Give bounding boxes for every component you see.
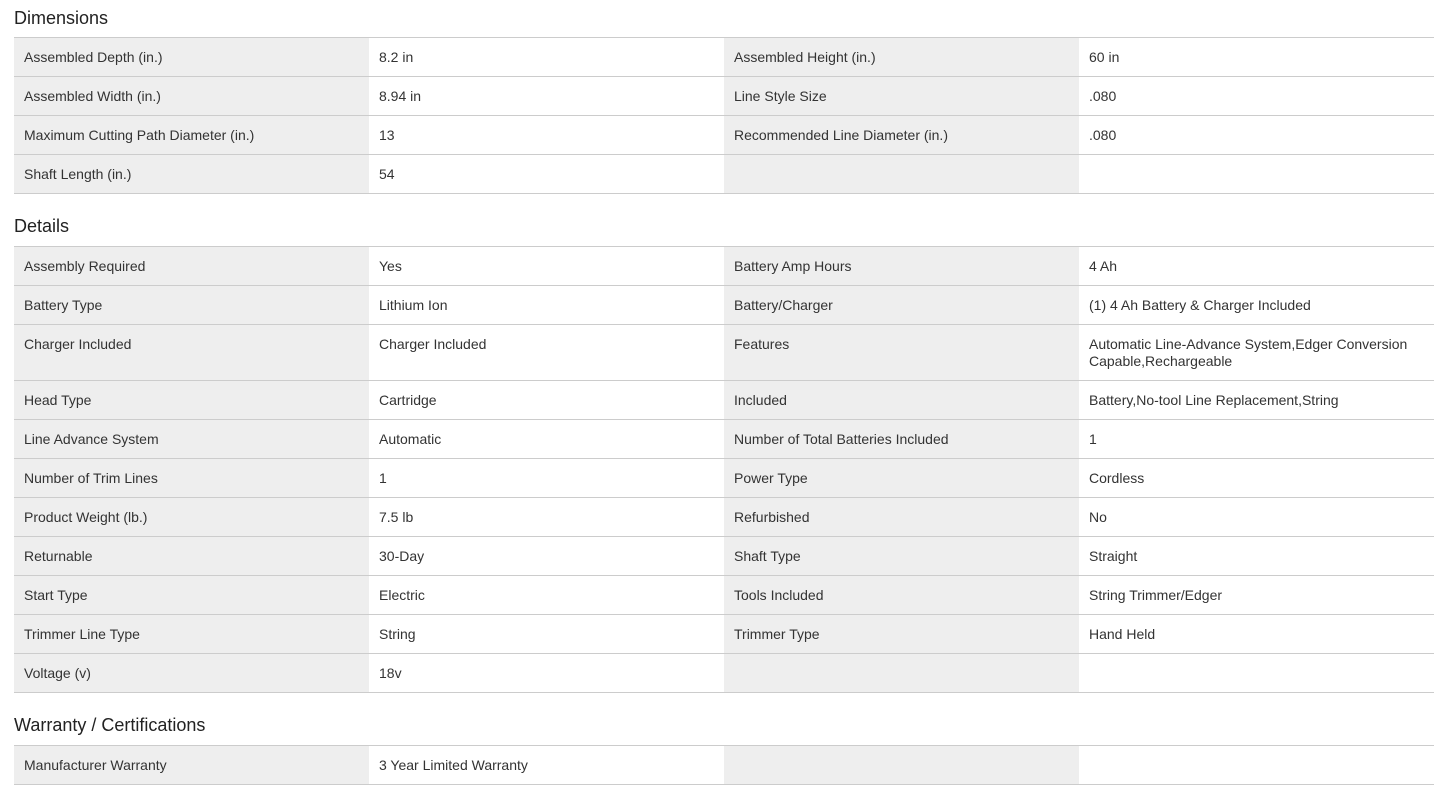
spec-value: Automatic	[369, 420, 724, 459]
spec-label: Returnable	[14, 537, 369, 576]
spec-label: Charger Included	[14, 325, 369, 381]
spec-value: .080	[1079, 77, 1434, 116]
spec-value: Charger Included	[369, 325, 724, 381]
spec-value: String	[369, 615, 724, 654]
spec-value: Lithium Ion	[369, 286, 724, 325]
spec-label: Line Advance System	[14, 420, 369, 459]
spec-label: Line Style Size	[724, 77, 1079, 116]
spec-label	[724, 155, 1079, 194]
table-row	[14, 286, 1434, 325]
spec-label: Included	[724, 381, 1079, 420]
spec-value: No	[1079, 498, 1434, 537]
spec-value	[1079, 746, 1434, 785]
spec-label: Tools Included	[724, 576, 1079, 615]
spec-label: Assembly Required	[14, 247, 369, 286]
spec-label: Battery/Charger	[724, 286, 1079, 325]
spec-value: 30-Day	[369, 537, 724, 576]
table-row	[14, 247, 1434, 286]
spec-label: Number of Total Batteries Included	[724, 420, 1079, 459]
table-row	[14, 420, 1434, 459]
spec-label: Features	[724, 325, 1079, 381]
spec-value: Cartridge	[369, 381, 724, 420]
table-row	[14, 576, 1434, 615]
spec-label	[724, 746, 1079, 785]
spec-label: Refurbished	[724, 498, 1079, 537]
spec-value: 7.5 lb	[369, 498, 724, 537]
spec-label: Voltage (v)	[14, 654, 369, 693]
spec-label: Shaft Type	[724, 537, 1079, 576]
spec-label	[724, 654, 1079, 693]
table-row	[14, 77, 1434, 116]
spec-label: Trimmer Type	[724, 615, 1079, 654]
spec-value: Straight	[1079, 537, 1434, 576]
section-title-details: Details	[14, 194, 1434, 247]
spec-label: Maximum Cutting Path Diameter (in.)	[14, 116, 369, 155]
spec-value: 8.2 in	[369, 38, 724, 77]
spec-value: Electric	[369, 576, 724, 615]
spec-value: 13	[369, 116, 724, 155]
spec-value: (1) 4 Ah Battery & Charger Included	[1079, 286, 1434, 325]
section-title-warranty: Warranty / Certifications	[14, 693, 1434, 746]
spec-value	[1079, 654, 1434, 693]
table-row	[14, 746, 1434, 785]
spec-value: Automatic Line-Advance System,Edger Conversion Capable,Rechargeable	[1079, 325, 1434, 381]
spec-label: Product Weight (lb.)	[14, 498, 369, 537]
spec-value: 54	[369, 155, 724, 194]
spec-value: Cordless	[1079, 459, 1434, 498]
spec-label: Manufacturer Warranty	[14, 746, 369, 785]
section-title-dimensions: Dimensions	[14, 0, 1434, 38]
spec-label: Number of Trim Lines	[14, 459, 369, 498]
table-row	[14, 381, 1434, 420]
spec-label: Head Type	[14, 381, 369, 420]
table-row	[14, 537, 1434, 576]
spec-value: 1	[1079, 420, 1434, 459]
spec-value: 3 Year Limited Warranty	[369, 746, 724, 785]
spec-value: 1	[369, 459, 724, 498]
spec-value: 4 Ah	[1079, 247, 1434, 286]
spec-label: Assembled Height (in.)	[724, 38, 1079, 77]
table-row	[14, 498, 1434, 537]
table-row	[14, 325, 1434, 381]
spec-value: Hand Held	[1079, 615, 1434, 654]
spec-value: Yes	[369, 247, 724, 286]
table-row	[14, 116, 1434, 155]
spec-label: Power Type	[724, 459, 1079, 498]
spec-value: 18v	[369, 654, 724, 693]
spec-value: Battery,No-tool Line Replacement,String	[1079, 381, 1434, 420]
spec-label: Start Type	[14, 576, 369, 615]
spec-label: Recommended Line Diameter (in.)	[724, 116, 1079, 155]
spec-value: 60 in	[1079, 38, 1434, 77]
table-row	[14, 38, 1434, 77]
table-row	[14, 459, 1434, 498]
spec-label: Assembled Depth (in.)	[14, 38, 369, 77]
warranty-table	[14, 746, 1434, 785]
spec-value: .080	[1079, 116, 1434, 155]
dimensions-table	[14, 38, 1434, 194]
table-row	[14, 654, 1434, 693]
spec-label: Battery Type	[14, 286, 369, 325]
spec-label: Assembled Width (in.)	[14, 77, 369, 116]
spec-value	[1079, 155, 1434, 194]
spec-value: String Trimmer/Edger	[1079, 576, 1434, 615]
table-row	[14, 615, 1434, 654]
spec-label: Battery Amp Hours	[724, 247, 1079, 286]
spec-value: 8.94 in	[369, 77, 724, 116]
spec-label: Trimmer Line Type	[14, 615, 369, 654]
table-row	[14, 155, 1434, 194]
spec-label: Shaft Length (in.)	[14, 155, 369, 194]
details-table	[14, 247, 1434, 693]
